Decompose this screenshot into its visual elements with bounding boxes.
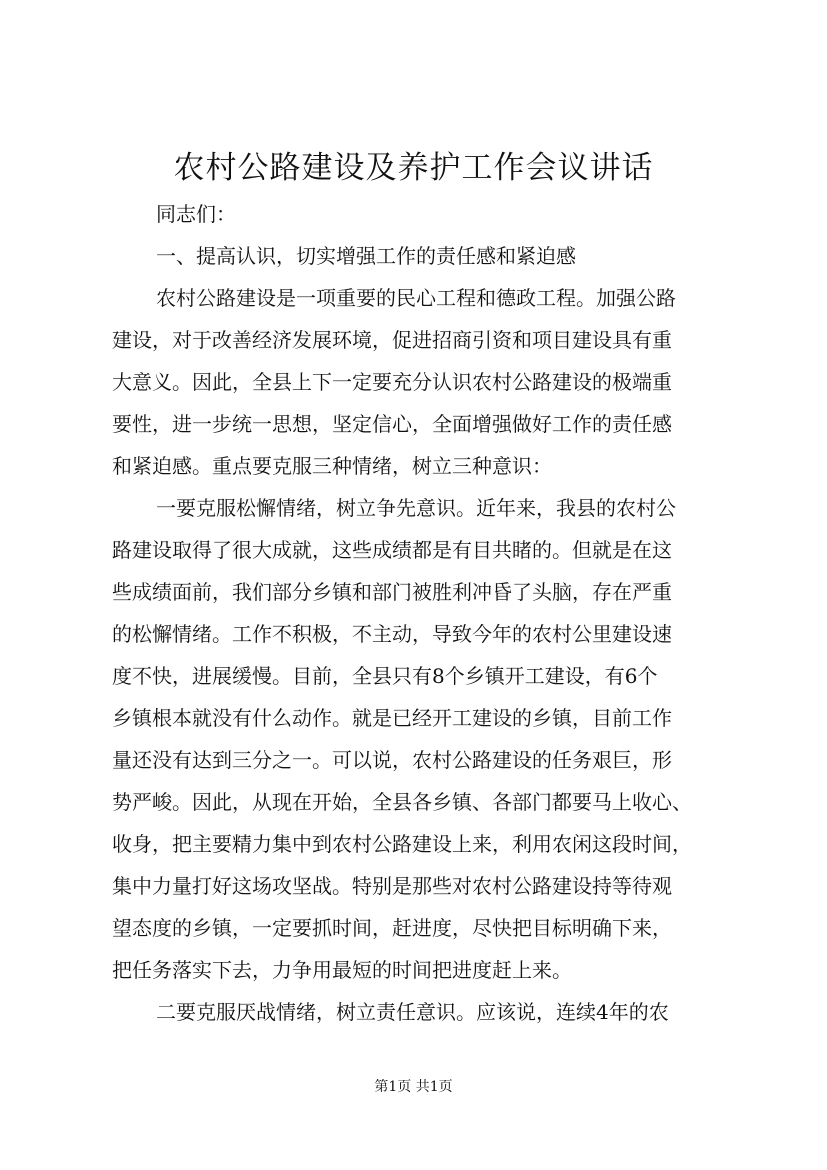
body-line: 量还没有达到三分之一。可以说，农村公路建设的任务艰巨，形 — [112, 748, 672, 772]
body-line: 度不快，进展缓慢。目前，全县只有8个乡镇开工建设，有6个 — [112, 664, 658, 688]
section-heading: 一、提高认识，切实增强工作的责任感和紧迫感 — [156, 244, 576, 268]
body-line: 一要克服松懈情绪，树立争先意识。近年来，我县的农村公 — [156, 496, 676, 520]
body-line: 望态度的乡镇，一定要抓时间，赶进度，尽快把目标明确下来， — [112, 916, 672, 940]
body-line: 农村公路建设是一项重要的民心工程和德政工程。加强公路 — [156, 286, 676, 310]
body-line: 大意义。因此，全县上下一定要充分认识农村公路建设的极端重 — [112, 370, 672, 394]
salutation: 同志们： — [156, 202, 236, 226]
body-line: 势严峻。因此，从现在开始，全县各乡镇、各部门都要马上收心、 — [112, 790, 692, 814]
body-line: 要性，进一步统一思想，坚定信心，全面增强做好工作的责任感 — [112, 412, 672, 436]
body-line: 集中力量打好这场攻坚战。特别是那些对农村公路建设持等待观 — [112, 874, 672, 898]
body-line: 把任务落实下去，力争用最短的时间把进度赶上来。 — [112, 958, 572, 982]
body-line: 的松懈情绪。工作不积极，不主动，导致今年的农村公里建设速 — [112, 622, 672, 646]
body-line: 建设，对于改善经济发展环境，促进招商引资和项目建设具有重 — [112, 328, 672, 352]
document-title: 农村公路建设及养护工作会议讲话 — [173, 150, 654, 186]
page-number: 第1页 共1页 — [374, 1079, 453, 1095]
body-line: 些成绩面前，我们部分乡镇和部门被胜利冲昏了头脑，存在严重 — [112, 580, 672, 604]
body-line: 路建设取得了很大成就，这些成绩都是有目共睹的。但就是在这 — [112, 538, 672, 562]
body-line: 和紧迫感。重点要克服三种情绪，树立三种意识： — [112, 454, 552, 478]
body-line: 收身，把主要精力集中到农村公路建设上来，利用农闲这段时间， — [112, 832, 692, 856]
body-line: 二要克服厌战情绪，树立责任意识。应该说，连续4年的农 — [156, 1000, 669, 1024]
body-line: 乡镇根本就没有什么动作。就是已经开工建设的乡镇，目前工作 — [112, 706, 672, 730]
